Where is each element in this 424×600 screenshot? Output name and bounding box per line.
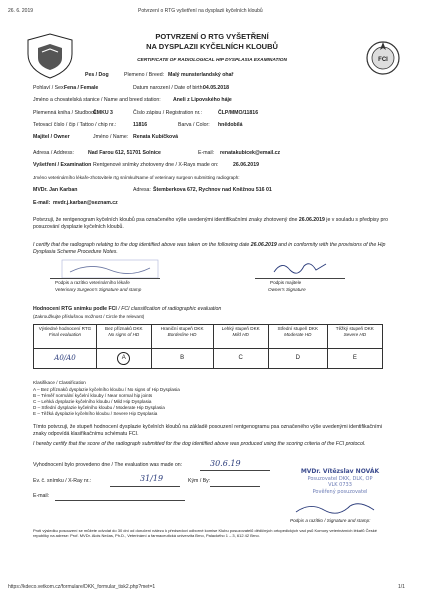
grade-a-circled: A <box>117 352 130 365</box>
breed-label: Plemeno / Breed: <box>124 72 165 78</box>
class-item-b: B – Téměř normální kyčelní klouby / Near normal hip joints <box>33 393 153 398</box>
vet-stamp <box>60 258 160 280</box>
address-value: Nad Farou 612, 51701 Solnice <box>88 150 161 156</box>
final-en: I hereby certify that the score of the radiograph submitted for the dog identified above was produced using the scoring criteria of the FCI protocol. <box>33 441 366 447</box>
title-line2: NA DYSPLAZII KYČELNÍCH KLOUBŮ <box>146 42 278 51</box>
classification-title: Klasifikace / Classification <box>33 380 86 385</box>
grade-e: E <box>327 349 382 369</box>
owner-signature <box>270 258 330 278</box>
vet-sig-label-en: Veterinary Surgeon's Signature and stamp <box>55 287 142 292</box>
studbook-value: ČMKU 3 <box>93 110 113 116</box>
owner-sig-line <box>255 278 345 279</box>
exam-text: Rentgenové snímky zhotoveny dne / X-Rays made on: <box>93 162 219 168</box>
email-label: E-mail: <box>198 150 215 156</box>
evaluator-stamp: MVDr. Vítězslav NOVÁK Posuzovatel DKK, DLK, OP VLK 0733 Pověřený posuzovatel <box>300 468 380 495</box>
final-email-line <box>55 500 185 501</box>
class-item-d: D – Střední dysplazie kyčelního kloubu / Moderate Hip Dysplasia <box>33 405 165 410</box>
email-value: renatakubicek@email.cz <box>220 150 281 156</box>
name-label: Jméno a chovatelská stanice / Name and breed station: <box>33 97 161 103</box>
title-line1: POTVRZENÍ O RTG VYŠETŘENÍ <box>155 32 269 41</box>
tattoo-label: Tetovací číslo / čip / Tattoo / chip nr.: <box>33 122 117 128</box>
reg-value: ČLP/MMO/11816 <box>218 110 259 116</box>
dob-value: 04.05.2018 <box>203 85 229 91</box>
print-title: Potvrzení o RTG vyšetření na dysplazii kyčelních kloubů <box>138 8 263 14</box>
final-cz: Tímto potvrzuji, že stupeň hodnocení dysplazie kyčelních kloubů na základě posouzení rentgenogramu psa označeného výše uvedenými identifikačními znaky odpovídá klasifikačnímu schématu FCI. <box>33 424 382 437</box>
vet-email: mvdr.j.karban@seznam.cz <box>53 200 118 206</box>
eval-heading: Hodnocení RTG snímku podle FCI / FCI classification of radiographic evaluation <box>33 306 222 312</box>
xray-line <box>110 486 180 487</box>
vet-address-label: Adresa: <box>133 187 151 193</box>
class-item-a: A – Bez příznaků dysplazie kyčelního kloubu / No signs of Hip Dysplasia <box>33 387 180 392</box>
vet-email-label: E-mail: <box>33 200 51 206</box>
result-value: A0/A0 <box>34 349 97 369</box>
fci-text: FCI <box>378 57 388 63</box>
dog-label: Pes / Dog <box>85 72 109 78</box>
result-header: Výsledné hodnocení RTG Final evaluation <box>34 325 97 349</box>
grade-b: B <box>151 349 213 369</box>
evaluator-signature <box>290 500 380 518</box>
footnote: Proti výsledku posouzení se můžete odvolat do 30 dní od doručení nálezu k předsedovi odborné komise Klubu posuzovatelů dědičných ortopedických vad psů Komory veterinárních lékařů České republiky na adrese: Prof. MVDr. Alois Nečas, Ph.D., Veterinární a farmaceutická univerzita Brno, Palackého 1 – 3, 612 42 Brno. <box>33 528 377 539</box>
grade-c: C <box>213 349 268 369</box>
grade-table <box>33 324 383 369</box>
sex-label: Pohlaví / Sex: <box>33 85 66 91</box>
address-label: Adresa / Address: <box>33 150 74 156</box>
grade-col-a: Bez příznaků DKK No signs of HD <box>97 325 152 349</box>
owner-name-value: Renata Kubíčková <box>133 134 178 140</box>
eval-date-value: 30.6.19 <box>210 459 241 468</box>
grade-col-d: Střední stupeň DKK Moderate HD <box>268 325 327 349</box>
vet-label: Jméno veterinárního lékaře-zhotovitele rtg snímku/Name of veterinary surgeon submitting radiograph: <box>33 175 240 180</box>
subtitle: CERTIFICATE OF RADIOLOGICAL HIP DYSPLASIA EXAMINATION <box>137 58 287 63</box>
vet-name: MVDr. Jan Karban <box>33 187 78 193</box>
tattoo-value: 11816 <box>133 122 148 128</box>
print-page: 1/1 <box>398 584 405 590</box>
exam-label: Vyšetření / Examination <box>33 162 92 168</box>
eval-sub: (Zakroužkujte příslušnou možnost / Circle the relevant) <box>33 314 145 319</box>
eval-date-line <box>200 470 270 471</box>
grade-col-c: Lehký stupeň DKK Mild HD <box>213 325 268 349</box>
by-line <box>210 486 260 487</box>
vet-address: Štemberkova 672, Rychnov nad Kněžnou 516 01 <box>153 187 272 193</box>
confirm-cz: Potvrzuji, že rentgenogram kyčelních kloubů psa označeného výše uvedenými identifikačními znaky zhotovený dne 26.06.2019 je v souladu s předpisy pro posuzování dysplazie kyčelních kloubů. <box>33 217 389 230</box>
reg-label: Číslo zápisu / Registration nr.: <box>133 110 202 116</box>
xray-value: 31/19 <box>140 474 164 483</box>
vet-sig-line <box>50 278 160 279</box>
grade-col-b: Hraniční stupeň DKK Borderline HD <box>151 325 213 349</box>
confirm-en: I certify that the radiograph relating to the dog identified above was taken on the following date 26.06.2019 and in conformity with the provisions of the Hip Dysplasia Scheme Procedure Notes. <box>33 242 386 255</box>
grade-d: D <box>268 349 327 369</box>
evaluator-sig-label: Podpis a razítko / Signature and stamp: <box>290 518 371 523</box>
owner-sig-label-en: Owner's Signature <box>268 287 306 292</box>
grade-col-e: Těžký stupeň DKK Severe HD <box>327 325 382 349</box>
sex-value: Fena / Female <box>64 85 99 91</box>
final-email-label: E-mail: <box>33 493 50 499</box>
owner-name-label: Jméno / Name: <box>93 134 129 140</box>
owner-label: Majitel / Owner <box>33 134 70 140</box>
by-label: Kým / By: <box>188 478 211 484</box>
class-item-e: E – Těžká dysplazie kyčelního kloubu / Severe Hip Dysplasia <box>33 411 158 416</box>
xray-label: Ev. č. snímku / X-Ray nr.: <box>33 478 92 484</box>
dob-label: Datum narození / Date of birth: <box>133 85 204 91</box>
class-item-c: C – Lehká dysplazie kyčelního kloubu / Mild Hip Dysplasia <box>33 399 152 404</box>
exam-date: 26.06.2019 <box>233 162 259 168</box>
print-url[interactable]: https://kdeco.vetkom.cz/formulare/DKK_formular_tisk2.php?met=1 <box>8 584 156 590</box>
vet-sig-label: Podpis a razítko veterinárního lékaře <box>55 280 130 285</box>
color-value: hnědobílá <box>218 122 243 128</box>
eval-date-label: Vyhodnocení bylo provedeno dne / The evaluation was made on: <box>33 462 183 468</box>
studbook-label: Plemenná kniha / Studbook: <box>33 110 98 116</box>
owner-sig-label: Podpis majitele <box>270 280 302 285</box>
print-date: 26. 6. 2019 <box>8 8 34 14</box>
breed-value: Malý munsterlandský ohař <box>168 72 234 78</box>
color-label: Barva / Color: <box>178 122 210 128</box>
name-value: Aneli z Lipovského háje <box>173 97 232 103</box>
